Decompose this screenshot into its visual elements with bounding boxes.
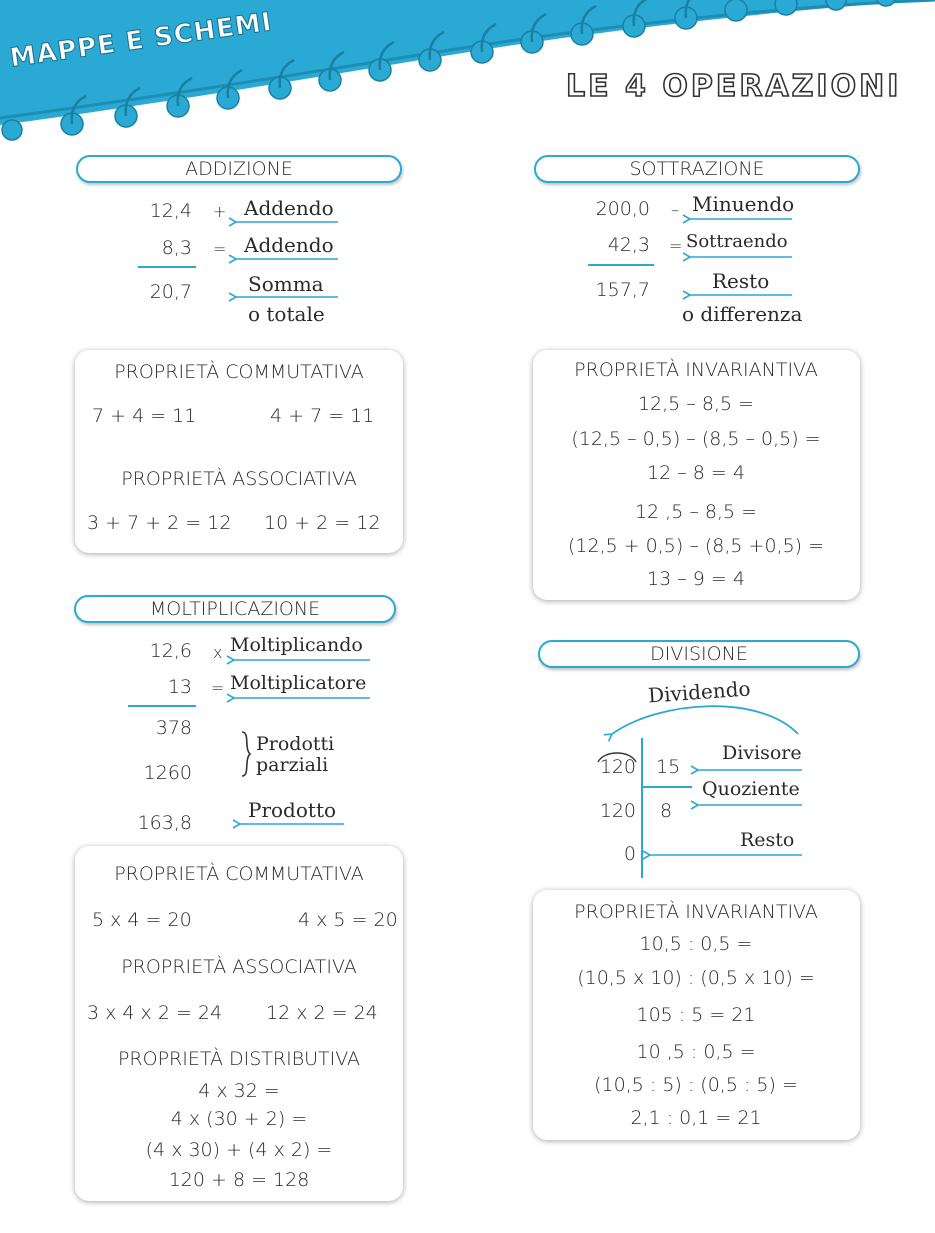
- sott-lbl2: Sottraendo: [686, 231, 788, 252]
- molt-p1: 378: [155, 717, 192, 739]
- div-remainder-lbl: Resto: [740, 829, 795, 851]
- sott-op1: –: [671, 200, 679, 219]
- molt-partial-lbl2: parziali: [256, 754, 329, 776]
- molt-d1: 4 x 32 =: [198, 1080, 280, 1102]
- sott-lbl3b: o differenza: [682, 302, 803, 326]
- addizione-header: ADDIZIONE: [76, 155, 402, 183]
- add-lbl2: Addendo: [244, 233, 334, 257]
- add-result: 20,7: [149, 281, 192, 303]
- div-sub: 120: [599, 800, 636, 822]
- molt-d3: (4 x 30) + (4 x 2) =: [145, 1139, 333, 1161]
- molt-op2: =: [211, 678, 225, 697]
- add-assoc-title: PROPRIETÀ ASSOCIATIVA: [121, 468, 357, 490]
- add-comm-right: 4 + 7 = 11: [270, 405, 375, 427]
- molt-d2: 4 x (30 + 2) =: [170, 1108, 308, 1130]
- div-divisor: 15: [656, 756, 681, 778]
- moltiplicazione-header: MOLTIPLICAZIONE: [74, 595, 396, 623]
- div-title: PROPRIETÀ INVARIANTIVA: [574, 901, 818, 923]
- sott-n2: 42,3: [607, 234, 650, 256]
- sott-l3: 12 – 8 = 4: [647, 462, 745, 484]
- div-dividendo-lbl: Dividendo: [647, 676, 752, 708]
- sott-l2: (12,5 – 0,5) – (8,5 – 0,5) =: [571, 428, 821, 450]
- sott-result: 157,7: [595, 279, 650, 301]
- sott-lbl1: Minuendo: [692, 192, 795, 216]
- add-lbl3b: o totale: [248, 302, 325, 326]
- molt-result: 163,8: [137, 812, 192, 834]
- divisione-header: DIVISIONE: [538, 640, 860, 668]
- div-dividend: 120: [599, 756, 636, 778]
- div-quotient: 8: [660, 800, 673, 822]
- molt-p2: 1260: [143, 762, 192, 784]
- div-l4: 10 ,5 : 0,5 =: [636, 1041, 756, 1063]
- div-l1: 10,5 : 0,5 =: [639, 933, 753, 955]
- molt-partial-lbl1: Prodotti: [256, 733, 335, 755]
- div-l5: (10,5 : 5) : (0,5 : 5) =: [594, 1074, 798, 1096]
- div-l6: 2,1 : 0,1 = 21: [630, 1107, 762, 1129]
- sott-n1: 200,0: [595, 198, 650, 220]
- molt-d4: 120 + 8 = 128: [168, 1169, 310, 1191]
- div-remainder: 0: [623, 843, 636, 865]
- add-op1: +: [213, 202, 227, 221]
- div-l3: 105 : 5 = 21: [636, 1004, 756, 1026]
- molt-assoc-left: 3 x 4 x 2 = 24: [87, 1002, 223, 1024]
- add-op2: =: [213, 239, 227, 258]
- div-quotient-lbl: Quoziente: [702, 778, 800, 800]
- molt-lbl1: Moltiplicando: [230, 634, 363, 656]
- molt-comm-left: 5 x 4 = 20: [92, 909, 192, 931]
- sottrazione-header: SOTTRAZIONE: [534, 155, 860, 183]
- molt-op1: x: [213, 643, 223, 662]
- banner-ribbon: [0, 0, 935, 125]
- sott-l1: 12,5 – 8,5 =: [637, 393, 755, 415]
- add-n1: 12,4: [149, 200, 192, 222]
- molt-dist-title: PROPRIETÀ DISTRIBUTIVA: [117, 1048, 361, 1070]
- add-lbl3: Somma: [248, 272, 324, 296]
- molt-n1: 12,6: [149, 640, 192, 662]
- molt-assoc-title: PROPRIETÀ ASSOCIATIVA: [121, 956, 357, 978]
- sott-l5: (12,5 + 0,5) – (8,5 +0,5) =: [567, 535, 825, 557]
- add-comm-left: 7 + 4 = 11: [92, 405, 197, 427]
- molt-comm-title: PROPRIETÀ COMMUTATIVA: [114, 863, 364, 885]
- sott-lbl3: Resto: [712, 269, 770, 293]
- sott-l4: 12 ,5 – 8,5 =: [634, 501, 758, 523]
- molt-n2: 13: [167, 676, 192, 698]
- molt-lbl3: Prodotto: [248, 798, 337, 822]
- add-n2: 8,3: [161, 237, 192, 259]
- molt-assoc-right: 12 x 2 = 24: [266, 1002, 378, 1024]
- add-lbl1: Addendo: [244, 196, 334, 220]
- sott-op2: =: [669, 236, 683, 255]
- molt-lbl2: Moltiplicatore: [230, 672, 367, 694]
- molt-comm-right: 4 x 5 = 20: [298, 909, 398, 931]
- div-l2: (10,5 x 10) : (0,5 x 10) =: [577, 967, 815, 989]
- page-title: LE 4 OPERAZIONI: [566, 69, 902, 104]
- sott-l6: 13 – 9 = 4: [647, 568, 745, 590]
- sott-title: PROPRIETÀ INVARIANTIVA: [574, 359, 818, 381]
- banner-label: MAPPE E SCHEMI: [8, 7, 275, 74]
- add-assoc-right: 10 + 2 = 12: [264, 512, 381, 534]
- div-divisor-lbl: Divisore: [722, 742, 802, 764]
- add-assoc-left: 3 + 7 + 2 = 12: [87, 512, 232, 534]
- add-comm-title: PROPRIETÀ COMMUTATIVA: [114, 361, 364, 383]
